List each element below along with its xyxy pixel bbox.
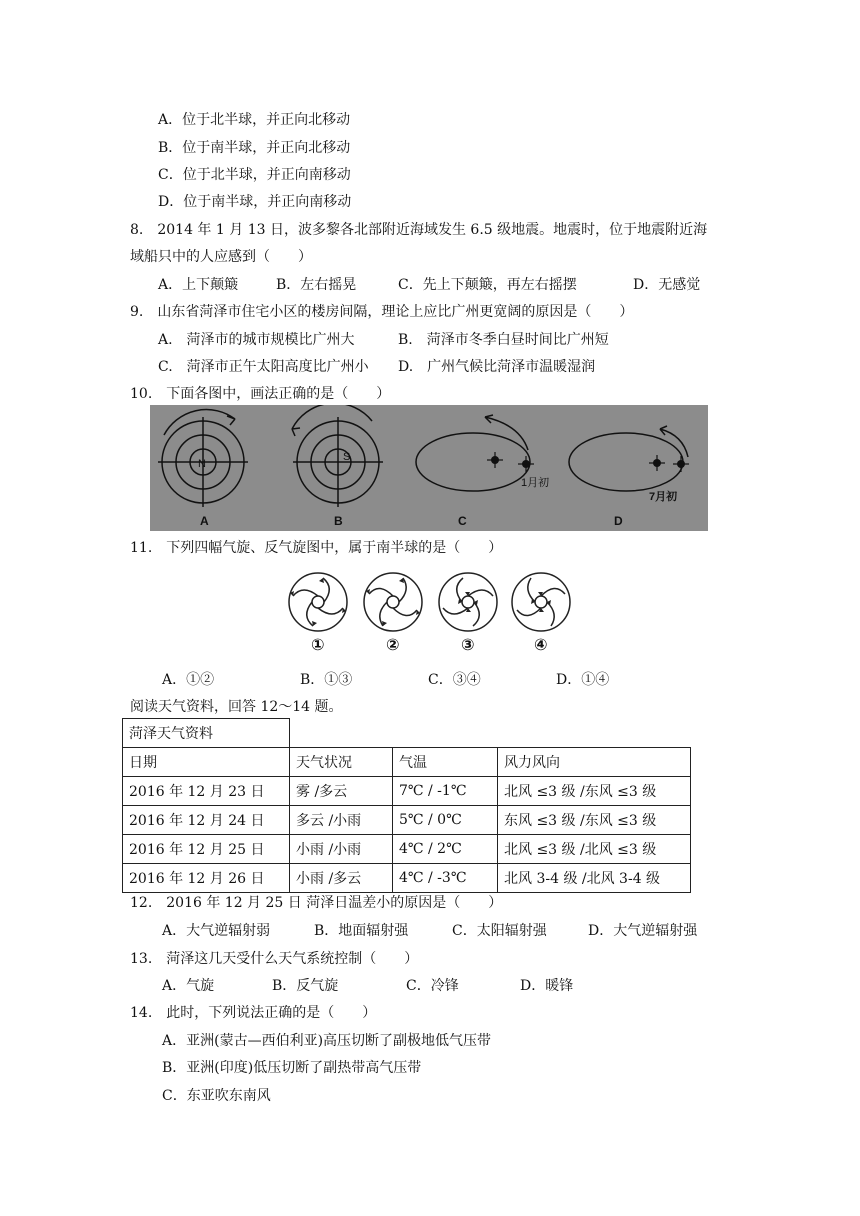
q10-figure	[150, 405, 708, 531]
cell-date: 2016 年 12 月 25 日	[123, 835, 290, 864]
q10-month-label-7: 7月初	[649, 491, 678, 503]
q9-stem: 9. 山东省菏泽市住宅小区的楼房间隔，理论上应比广州更宽阔的原因是（ ）	[130, 304, 634, 320]
cell-temp: 4℃ / 2℃	[393, 835, 498, 864]
q11-label-1: ①	[311, 635, 325, 654]
cell-condition: 小雨 /多云	[290, 864, 393, 893]
q12-option-b: B．地面辐射强	[314, 923, 409, 939]
q10-label-c: C	[458, 514, 467, 528]
q8-option-c: C．先上下颠簸，再左右摇摆	[398, 277, 577, 293]
q11-option-c: C．③④	[428, 672, 481, 688]
q11-diagram-3	[439, 573, 497, 631]
q10-pole-label-n: N	[198, 458, 206, 470]
cell-condition: 多云 /小雨	[290, 806, 393, 835]
table-row	[123, 806, 691, 835]
q8-option-b: B．左右摇晃	[276, 277, 357, 293]
cell-temp: 7℃ / -1℃	[393, 777, 498, 806]
q8-stem-line2: 域船只中的人应感到（ ）	[130, 249, 312, 265]
weather-table-header	[123, 748, 691, 777]
q11-figure	[283, 570, 583, 656]
q7-option-b: B．位于南半球，并正向北移动	[158, 140, 351, 156]
q9-option-c: C. 菏泽市正午太阳高度比广州小	[158, 359, 369, 375]
q10-label-b: B	[334, 514, 343, 528]
table-row	[123, 777, 691, 806]
q9-option-d: D. 广州气候比菏泽市温暖湿润	[398, 359, 596, 375]
q10-label-a: A	[200, 514, 209, 528]
q11-option-b: B．①③	[300, 672, 353, 688]
q10-label-d: D	[614, 514, 623, 528]
q11-stem: 11. 下列四幅气旋、反气旋图中，属于南半球的是（ ）	[130, 540, 503, 556]
cell-wind: 东风 ≤3 级 /东风 ≤3 级	[498, 806, 691, 835]
q9-option-a: A. 菏泽市的城市规模比广州大	[158, 332, 355, 348]
table-row	[123, 835, 691, 864]
cell-date: 2016 年 12 月 23 日	[123, 777, 290, 806]
q13-stem: 13. 菏泽这几天受什么天气系统控制（ ）	[130, 951, 419, 967]
q14-option-c: C．东亚吹东南风	[162, 1088, 271, 1104]
q10-pole-label-s: S	[343, 451, 351, 463]
q12-stem: 12. 2016 年 12 月 25 日 菏泽日温差小的原因是（ ）	[130, 895, 503, 911]
q13-option-d: D．暖锋	[520, 978, 574, 994]
q11-diagram-2	[364, 573, 422, 631]
q14-option-b: B．亚洲(印度)低压切断了副热带高气压带	[162, 1060, 422, 1076]
header-temp: 气温	[393, 748, 498, 777]
cell-temp: 5℃ / 0℃	[393, 806, 498, 835]
cell-temp: 4℃ / -3℃	[393, 864, 498, 893]
reading-intro: 阅读天气资料，回答 12～14 题。	[130, 699, 343, 715]
q14-option-a: A．亚洲(蒙古—西伯利亚)高压切断了副极地低气压带	[162, 1033, 492, 1049]
q12-option-c: C．太阳辐射强	[452, 923, 547, 939]
q11-diagram-4	[512, 573, 570, 631]
q10-month-label-1: 1月初	[521, 477, 550, 489]
header-date: 日期	[123, 748, 290, 777]
header-condition: 天气状况	[290, 748, 393, 777]
cell-condition: 雾 /多云	[290, 777, 393, 806]
weather-table-title: 菏泽天气资料	[123, 719, 290, 748]
q8-option-a: A．上下颠簸	[158, 277, 239, 293]
q7-option-c: C．位于北半球，并正向南移动	[158, 167, 351, 183]
q7-option-d: D．位于南半球，并正向南移动	[158, 194, 352, 210]
cell-condition: 小雨 /小雨	[290, 835, 393, 864]
q10-stem: 10. 下面各图中，画法正确的是（ ）	[130, 386, 391, 402]
cell-wind: 北风 ≤3 级 /北风 ≤3 级	[498, 835, 691, 864]
q13-option-c: C．冷锋	[406, 978, 459, 994]
q13-option-b: B．反气旋	[272, 978, 339, 994]
q11-label-2: ②	[386, 635, 400, 654]
table-row	[123, 864, 691, 893]
q11-label-4: ④	[534, 635, 548, 654]
cell-wind: 北风 3-4 级 /北风 3-4 级	[498, 864, 691, 893]
q13-option-a: A．气旋	[162, 978, 215, 994]
q11-option-d: D．①④	[556, 672, 610, 688]
q14-stem: 14. 此时，下列说法正确的是（ ）	[130, 1005, 377, 1021]
header-wind: 风力风向	[498, 748, 691, 777]
q12-option-d: D．大气逆辐射强	[588, 923, 698, 939]
q8-option-d: D．无感觉	[633, 277, 701, 293]
q11-diagram-1	[289, 573, 347, 631]
q11-option-a: A．①②	[162, 672, 215, 688]
q12-option-a: A．大气逆辐射弱	[162, 923, 271, 939]
q11-label-3: ③	[461, 635, 475, 654]
q8-stem-line1: 8. 2014 年 1 月 13 日，波多黎各北部附近海域发生 6.5 级地震。地震时，位于地震附近海	[130, 222, 708, 238]
cell-date: 2016 年 12 月 24 日	[123, 806, 290, 835]
weather-table	[122, 718, 691, 893]
cell-wind: 北风 ≤3 级 /东风 ≤3 级	[498, 777, 691, 806]
q9-option-b: B. 菏泽市冬季白昼时间比广州短	[398, 332, 609, 348]
q7-option-a: A．位于北半球，并正向北移动	[158, 112, 351, 128]
cell-date: 2016 年 12 月 26 日	[123, 864, 290, 893]
